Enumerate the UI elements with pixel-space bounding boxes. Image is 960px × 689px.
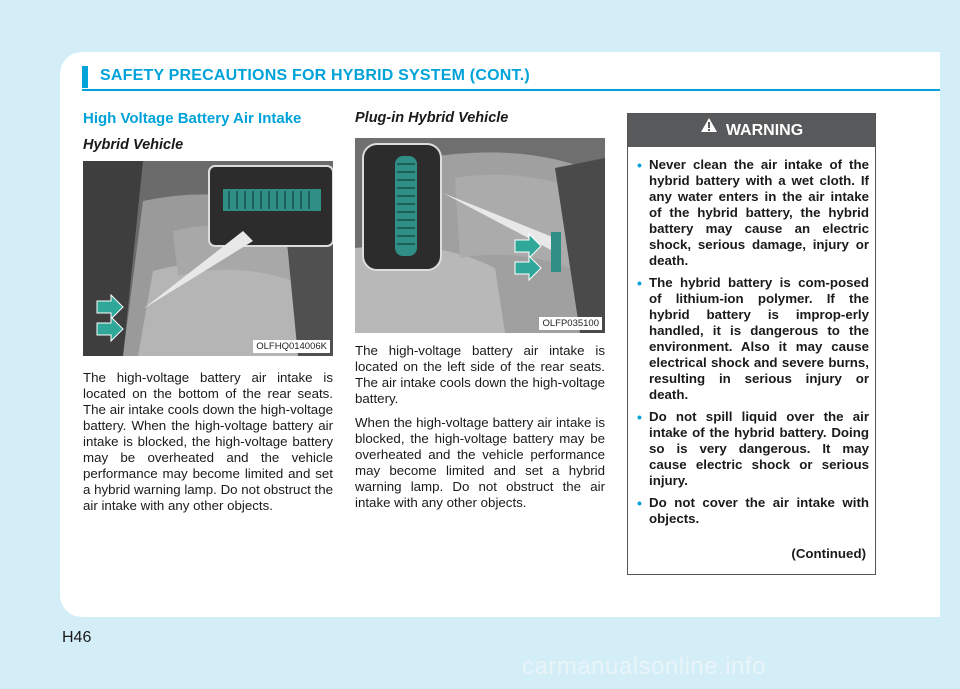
warning-item-text: Do not cover the air intake with objects.: [649, 495, 869, 526]
section-title: High Voltage Battery Air Intake: [83, 110, 302, 127]
warning-triangle-icon: [700, 112, 718, 145]
watermark: carmanualsonline.info: [522, 653, 766, 680]
page-number: H46: [62, 629, 92, 646]
bullet-icon: •: [637, 495, 642, 511]
warning-item-text: Do not spill liquid over the air intake of the hybrid battery. Doing so is very dangerous. It may cause electric shock or serious injury.: [649, 409, 869, 488]
header-title: SAFETY PRECAUTIONS FOR HYBRID SYSTEM (CONT.): [100, 67, 530, 84]
warning-title: WARNING: [725, 122, 804, 139]
plug-in-seat-illustration: [355, 138, 605, 333]
bullet-icon: •: [637, 409, 642, 425]
plug-in-seat-photo: [355, 138, 605, 333]
middle-column: [355, 110, 605, 511]
warning-header: [628, 114, 875, 147]
body-paragraph: The high-voltage battery air intake is located on the left side of the rear seats. The air intake cools down the high-voltage battery.: [355, 343, 605, 406]
hybrid-vehicle-subtitle: Hybrid Vehicle: [83, 137, 184, 153]
section-header: [82, 66, 940, 88]
warning-item: [637, 495, 869, 527]
warning-box: [627, 113, 876, 575]
body-paragraph: The high-voltage battery air intake is located on the bottom of the rear seats. The air intake cools down the high-voltage battery. When the high-voltage battery air intake is blocked, the high-voltage battery may be overheated and the vehicle performance may become limited and set a hybrid warning lamp. Do not obstruct the air intake with any other objects.: [83, 370, 333, 513]
header-accent-bar: [82, 66, 88, 88]
body-paragraph: When the high-voltage battery air intake is blocked, the high-voltage battery may be overheated and the vehicle performance may become limited and set a hybrid warning lamp. Do not obstruct the air intake with any other objects.: [355, 415, 605, 510]
image-code-label: OLFHQ014006K: [253, 340, 330, 353]
bullet-icon: •: [637, 275, 642, 291]
continued-label: (Continued): [791, 546, 866, 561]
left-column: [83, 110, 333, 514]
warning-item: [637, 157, 869, 269]
warning-item-text: The hybrid battery is com-posed of lithium-ion polymer. If the hybrid battery is improp-erly handled, it is dangerous to the environment. Also it may cause electrical shock and severe burns, resulting in serious injury or death.: [649, 275, 869, 402]
warning-item: [637, 409, 869, 489]
hybrid-seat-photo: [83, 161, 333, 356]
bullet-icon: •: [637, 157, 642, 173]
warning-item-text: Never clean the air intake of the hybrid battery with a wet cloth. If any water enters in the air intake of the hybrid battery, the hybrid battery may cause an electric shock, serious damage, injury or death.: [649, 157, 869, 268]
plug-in-hybrid-subtitle: Plug-in Hybrid Vehicle: [355, 110, 509, 126]
rear-seat-illustration: [83, 161, 333, 356]
image-code-label: OLFP035100: [539, 317, 602, 330]
warning-list: [637, 157, 869, 533]
warning-item: [637, 275, 869, 403]
header-underline: [82, 89, 940, 91]
